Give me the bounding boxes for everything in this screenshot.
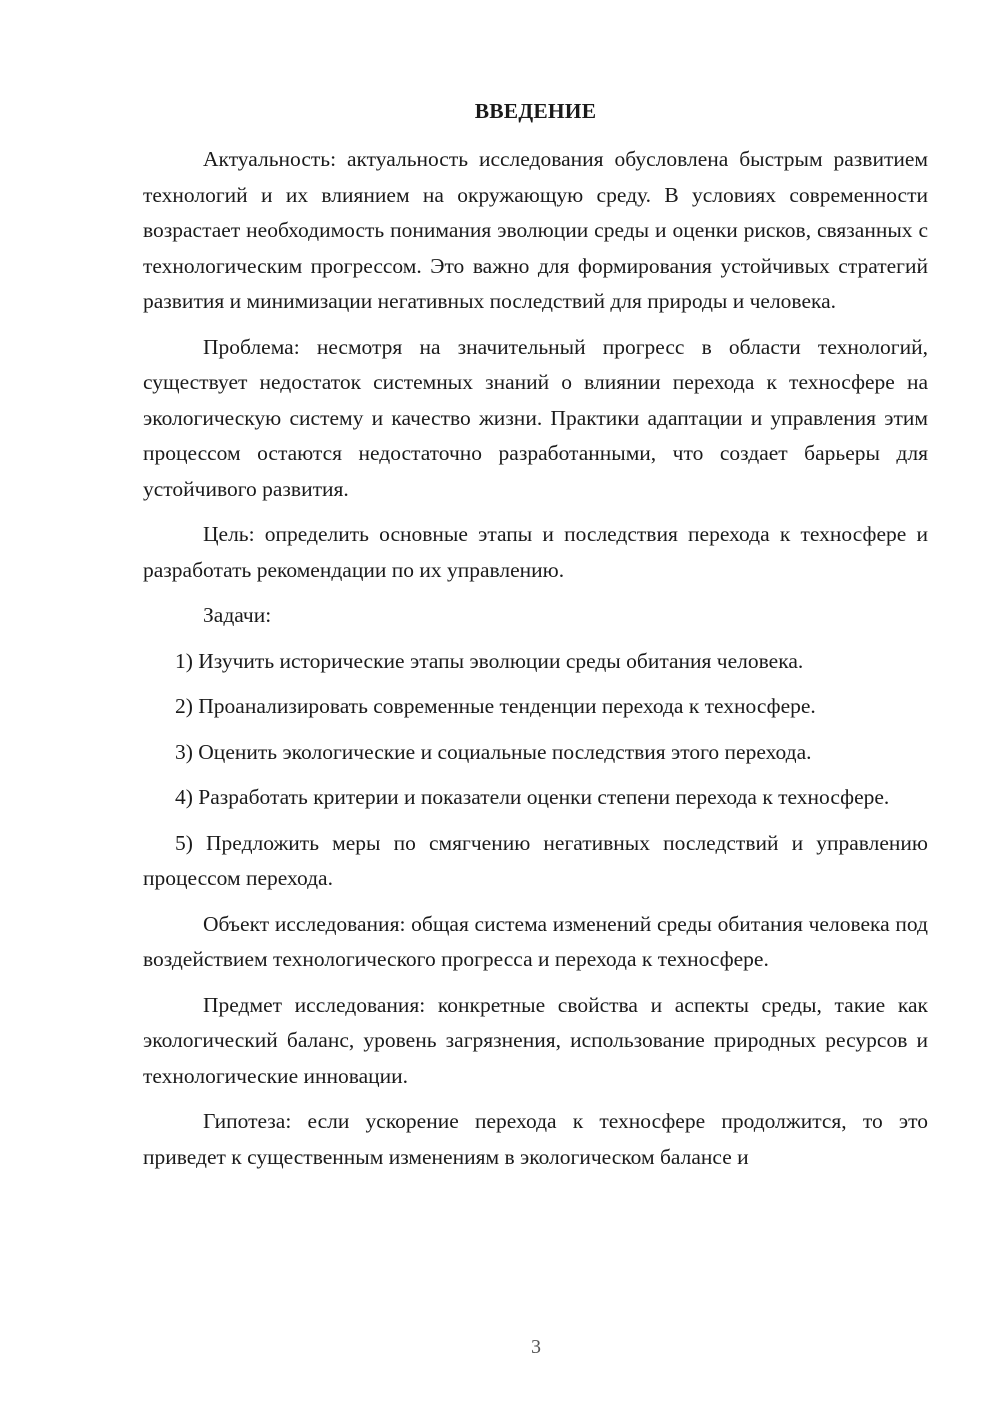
document-page: [143, 96, 928, 1185]
problem-paragraph: Проблема: несмотря на значительный прогресс в области технологий, существует недостаток системных знаний о влиянии перехода к техносфере на экологическую систему и качество жизни. Практики адаптации и управления этим процессом остаются недостаточно разработанными, что создает барьеры для устойчивого развития.: [143, 334, 928, 501]
task-item: 3) Оценить экологические и социальные последствия этого перехода.: [175, 739, 812, 764]
hypothesis-paragraph: Гипотеза: если ускорение перехода к техносфере продолжится, то это приведет к существенным изменениям в экологическом балансе и: [143, 1109, 928, 1169]
task-item: 1) Изучить исторические этапы эволюции среды обитания человека.: [175, 648, 804, 673]
task-item: 4) Разработать критерии и показатели оценки степени перехода к техносфере.: [175, 785, 890, 809]
section-heading: ВВЕДЕНИЕ: [474, 99, 597, 123]
object-paragraph: Объект исследования: общая система изменений среды обитания человека под воздействием технологического прогресса и перехода к техносфере.: [143, 911, 928, 971]
task-item: 5) Предложить меры по смягчению негативных последствий и управлению процессом перехода.: [143, 830, 928, 890]
tasks-label: Задачи:: [203, 603, 272, 627]
subject-paragraph: Предмет исследования: конкретные свойства и аспекты среды, такие как экологический баланс, уровень загрязнения, использование природных ресурсов и технологические инновации.: [143, 992, 928, 1088]
page-number: 3: [531, 1336, 541, 1358]
relevance-paragraph: Актуальность: актуальность исследования обусловлена быстрым развитием технологий и их влиянием на окружающую среду. В условиях современности возрастает необходимость понимания эволюции среды и оценки рисков, связанных с технологическим прогрессом. Это важно для формирования устойчивых стратегий развития и минимизации негативных последствий для природы и человека.: [143, 147, 928, 313]
goal-paragraph: Цель: определить основные этапы и последствия перехода к техносфере и разработать рекомендации по их управлению.: [143, 522, 928, 582]
task-item: 2) Проанализировать современные тенденции перехода к техносфере.: [175, 694, 816, 718]
